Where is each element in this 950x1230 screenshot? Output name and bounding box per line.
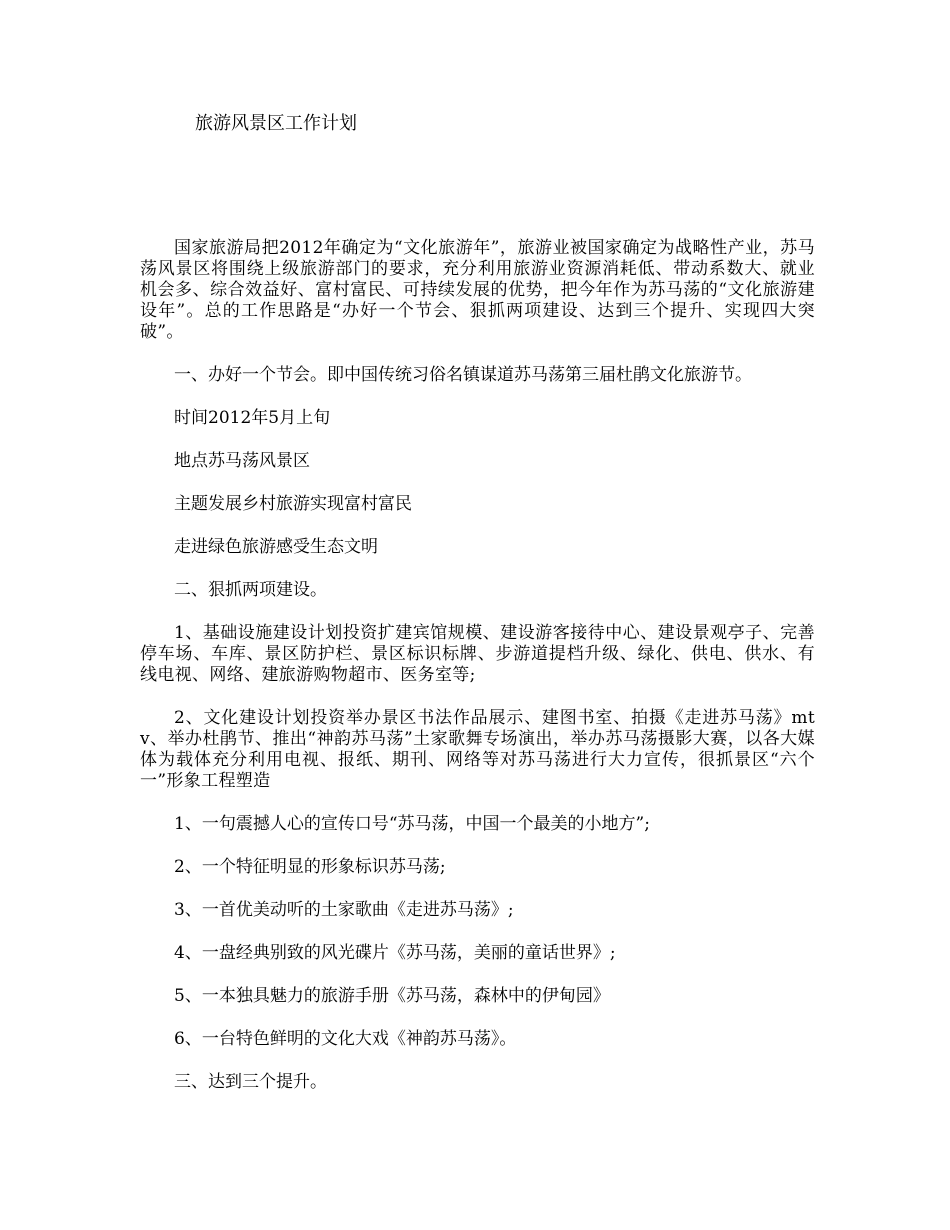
festival-theme: 主题发展乡村旅游实现富村富民	[174, 494, 412, 514]
document-title: 旅游风景区工作计划	[195, 113, 357, 134]
image-project-item-2: 2、一个特征明显的形象标识苏马荡;	[174, 857, 446, 877]
festival-theme-continued: 走进绿色旅游感受生态文明	[174, 537, 378, 557]
section-two-heading: 二、狠抓两项建设。	[174, 580, 327, 600]
section-three-heading: 三、达到三个提升。	[174, 1072, 327, 1092]
infrastructure-plan: 1、基础设施建设计划投资扩建宾馆规模、建设游客接待中心、建设景观亭子、完善停车场、车库、景区防护栏、景区标识标牌、步游道提档升级、绿化、供电、供水、有线电视、网络、建旅游购物超市、医务室等;	[140, 623, 815, 685]
document-body	[140, 238, 815, 1115]
section-one-heading: 一、办好一个节会。即中国传统习俗名镇谋道苏马荡第三届杜鹃文化旅游节。	[174, 365, 752, 385]
image-project-item-3: 3、一首优美动听的土家歌曲《走进苏马荡》;	[174, 900, 514, 920]
image-project-item-6: 6、一台特色鲜明的文化大戏《神韵苏马荡》。	[174, 1029, 517, 1049]
image-project-item-4: 4、一盘经典别致的风光碟片《苏马荡，美丽的童话世界》;	[174, 943, 616, 963]
festival-location: 地点苏马荡风景区	[174, 451, 310, 471]
image-project-item-5: 5、一本独具魅力的旅游手册《苏马荡，森林中的伊甸园》	[174, 986, 610, 1006]
culture-plan: 2、文化建设计划投资举办景区书法作品展示、建图书室、拍摄《走进苏马荡》mtv、举办杜鹃节、推出“神韵苏马荡”土家歌舞专场演出，举办苏马荡摄影大赛，以各大媒体为载体充分利用电视、报纸、期刊、网络等对苏马荡进行大力宣传，很抓景区“六个一”形象工程塑造	[140, 708, 815, 791]
intro-paragraph: 国家旅游局把2012年确定为“文化旅游年”，旅游业被国家确定为战略性产业，苏马荡风景区将围绕上级旅游部门的要求，充分利用旅游业资源消耗低、带动系数大、就业机会多、综合效益好、富村富民、可持续发展的优势，把今年作为苏马荡的“文化旅游建设年”。总的工作思路是“办好一个节会、狠抓两项建设、达到三个提升、实现四大突破”。	[140, 238, 815, 342]
festival-time: 时间2012年5月上旬	[174, 408, 331, 428]
image-project-item-1: 1、一句震撼人心的宣传口号“苏马荡，中国一个最美的小地方”;	[174, 814, 650, 834]
